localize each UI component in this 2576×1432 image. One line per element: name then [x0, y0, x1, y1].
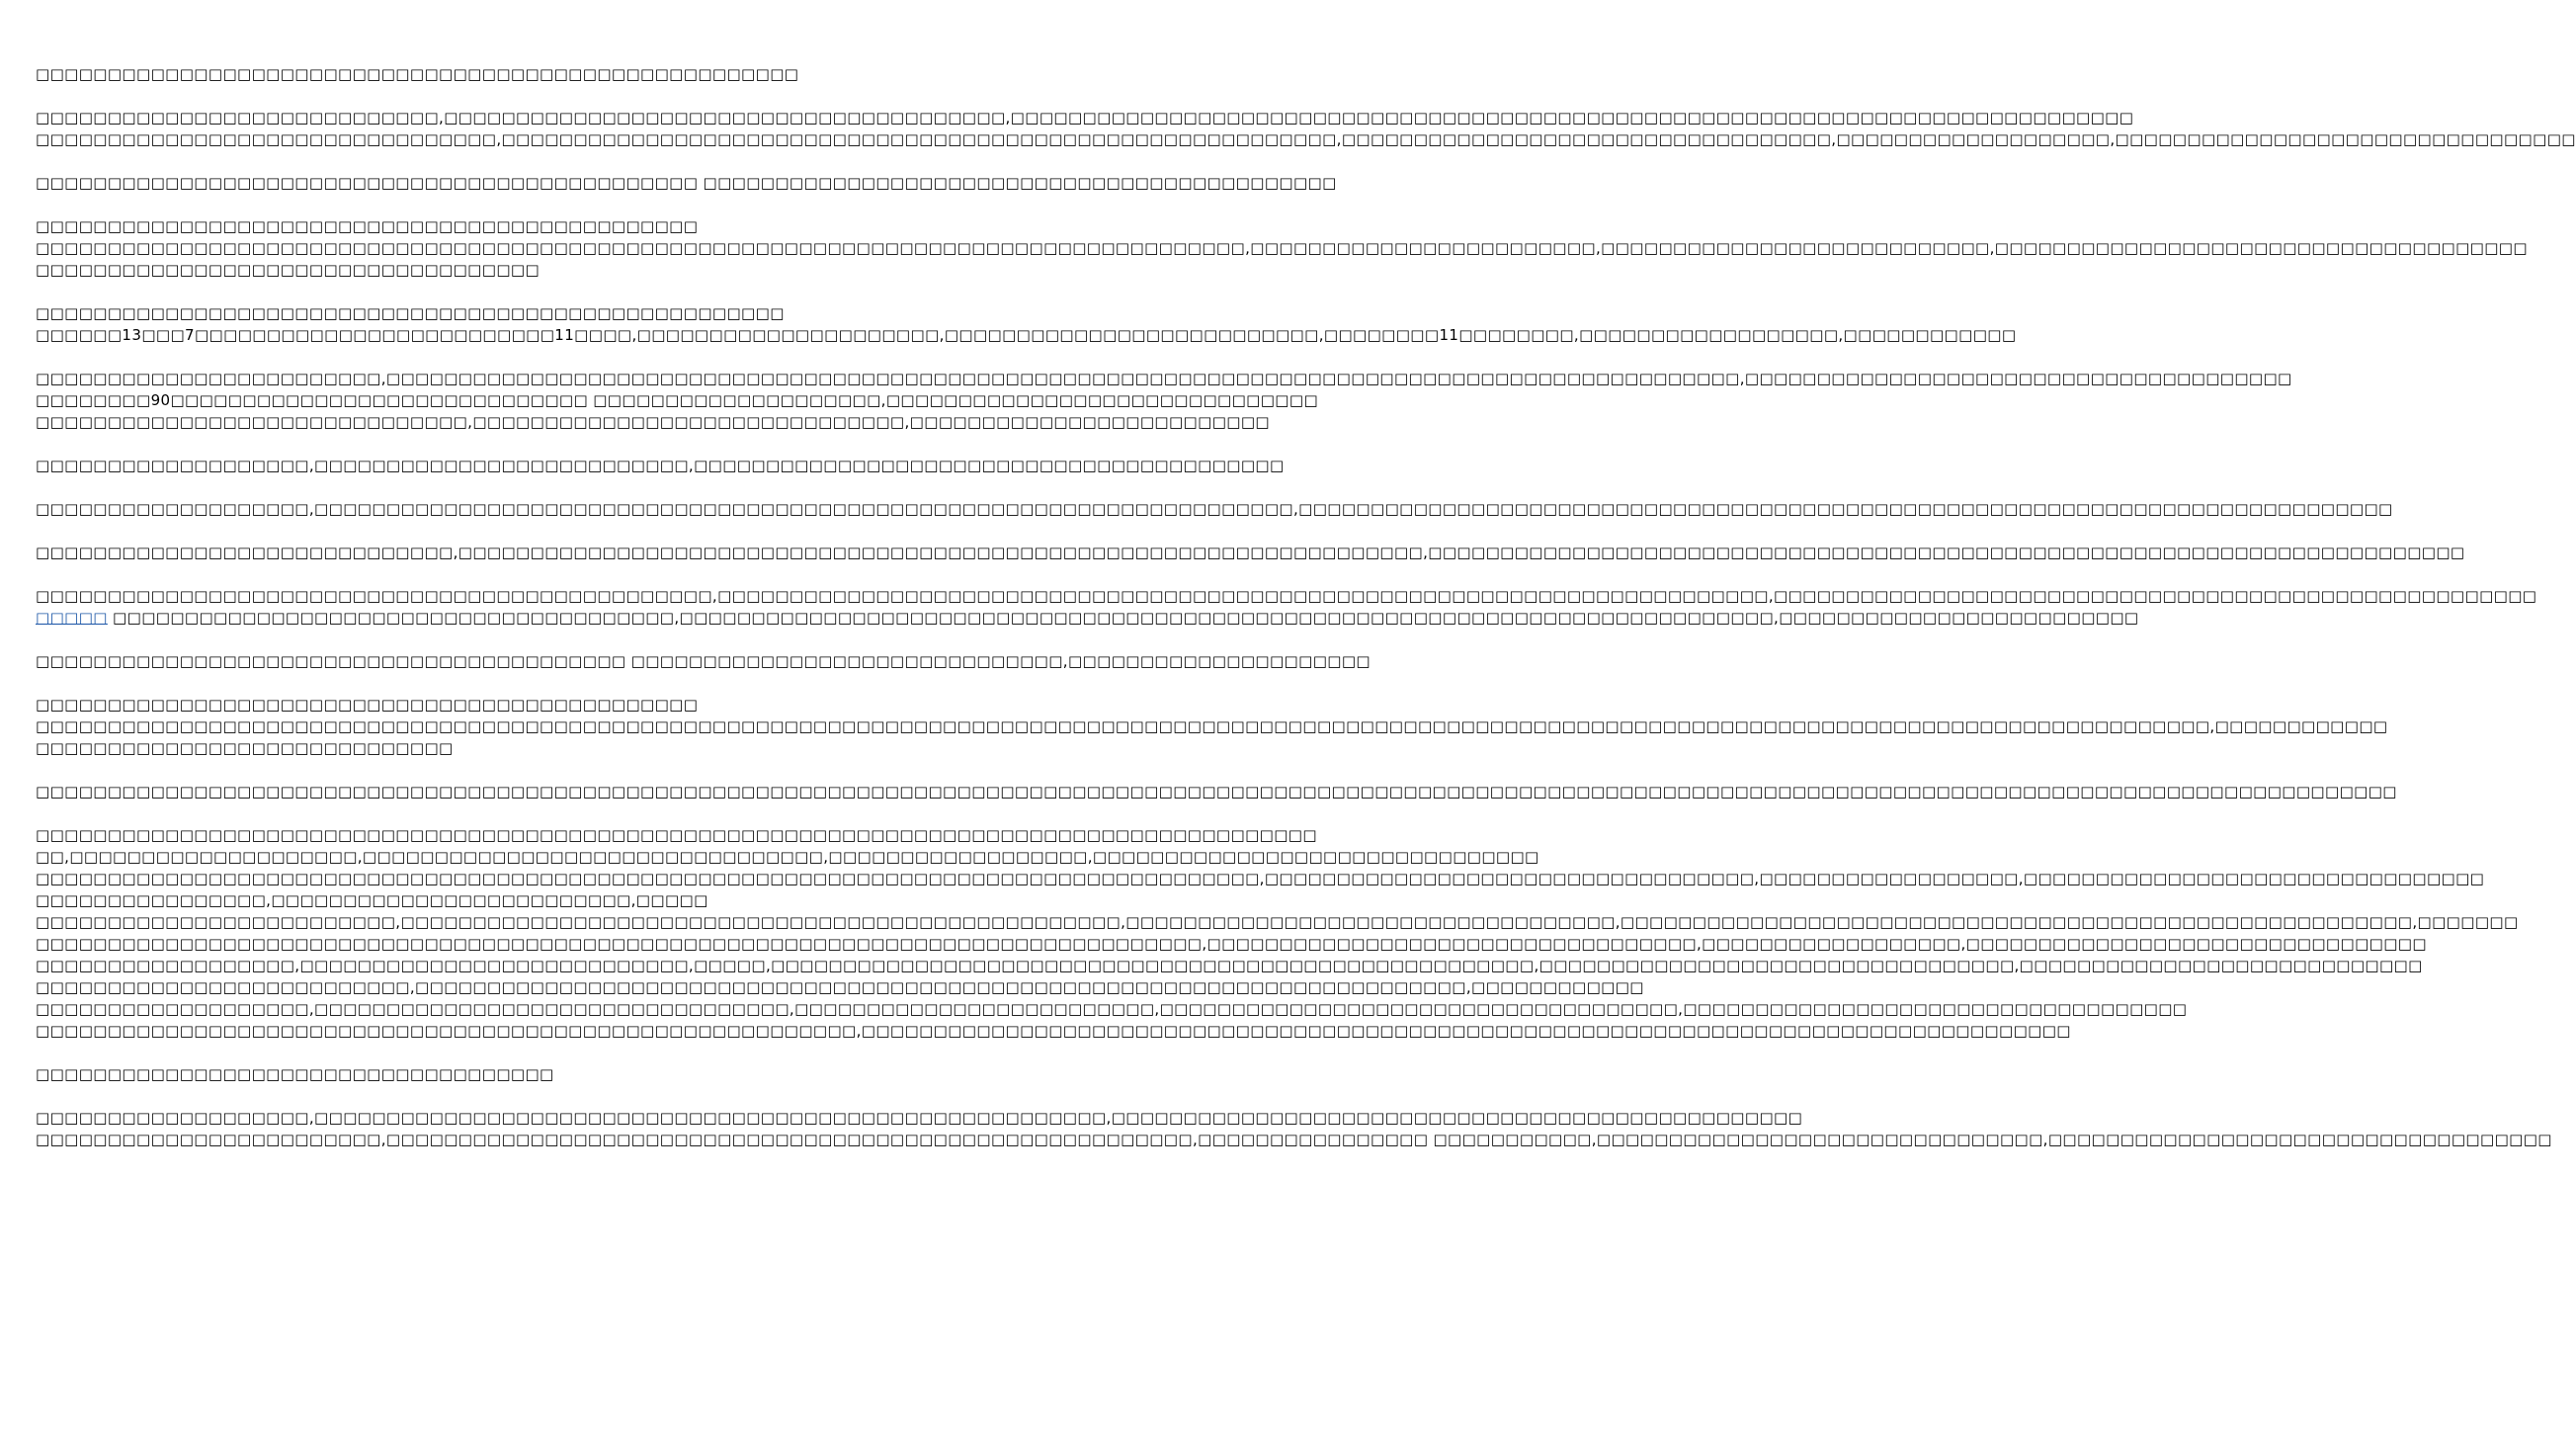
- text-line: □□□□□□□□□□□□□□□□□□□,□□□□□□□□□□□□□□□□□□□□□□□□□□,□□□□□□□□□□□□□□□□□□□□□□□□□□□□□□□□□□□□□□□□□: [36, 457, 1285, 474]
- text-line: □□□□□□□□□□□□□□□□□□□□□□□□□□□□□,□□□□□□□□□□□□□□□□□□□□□□□□□□□□□□□□□□□□□□□□□□□□□□□□□□□□□□□□□□□□□□□□□□□,□□□□□□□□□□□□□□□□□□□□□□□□□□□□□□□□□□□□□□□□□□□□□□□□□□□□□□□□□□□□□□□□□□□□□□□□: [36, 544, 2465, 561]
- text-line: □□□□□□□□□□□□□□□□□□□□□□□□□□□□□□□□□□□□□□□□□□□□□□□□□□□□□□□□□,□□□□□□□□□□□□□□□□□□□□□□□□□□□□□□□□□□□□□□□□□□□□□□□□□□□□□□□□□□□□□□□□□□□□□□□□□□□□□□□□□□□□: [36, 1022, 2071, 1040]
- paragraph: [36, 172, 1337, 194]
- paragraph: [36, 498, 2393, 520]
- text-line: □□□□□□□□□□□□□□□□□□□,□□□□□□□□□□□□□□□□□□□□□□□□□□□□□□□□□□□□□□□□□□□□□□□□□□□□□□□□□□□□□□□□□□□□,□□□□□□□□□□□□□□□□□□□□□□□□□□□□□□□□□□□□□□□□□□□□□□□□□□□□□□□□□□□□□□□□□□□□□□□□□□□□: [36, 500, 2393, 518]
- text-line: □□□□□□□□□□□□□□□□□□□□□□□□□□□□□□□□□□□□□□□□□□□□□□□□□□□□□□□□□□□□□□□□□□□□□□□□□□□□□□□□□□□□□□□□□: [36, 826, 1317, 844]
- text-line: □□□□□□□□□□□□□□□□□□□□□□□□□□,□□□□□□□□□□□□□□□□□□□□□□□□□□□□□□□□□□□□□□□□□□□□□□□□□□□□□□□□□□□□□□□□□□□□□□□□□,□□□□□□□□□□□□: [36, 978, 1644, 996]
- text-line: □□□□□□□□□□□□□□□□□□,□□□□□□□□□□□□□□□□□□□□□□□□□□□,□□□□□,□□□□□□□□□□□□□□□□□□□□□□□□□□□□□□□□□□□□□□□□□□□□□□□□□□□□□,□□□□□□□□□□□□□□□□□□□□□□□□□□□□□□□□□,□□□□□□□□□□□□□□□□□□□□□□□□□□□□: [36, 957, 2423, 974]
- text-line: □□□□□□□□□□□□□□□□□□□□□□□□□□□□□□□□□□□□□□□□□□□□□□□□□□□□□□□□□□□□□□□□□□□□□□□□□□□□□□□□□□□□,□□□□□□□□□□□□□□□□□□□□□□□□,□□□□□□□□□□□□□□□□□□□□□□□□□□□,□□□□□□□□□□□□□□□□□□□□□□□□□□□□□□□□□□□□□: [36, 239, 2528, 257]
- text-line-with-link: [36, 607, 2139, 629]
- text-line: □□□□□□□□□□□□□□□□□□□□□□□□□□□□□□□□□□□□□□□□□□□□□□: [36, 217, 699, 235]
- text-line: □□□□□□□□□□□□□□□□□□□□□□□□□□□□□□□□□□□□□□□□□□□□□□□□□□□□□□□□□□□□□□□□□□□□□□□□□□□□□□□□□□□□□□□□□□□□□□□□□□□□□□□□□□□□□□□□□□□□□□□□□□□□□□□□□□□□□□□□□□□□□□□□□□□□□□□□□□□□□□□□□□□□: [36, 783, 2397, 800]
- text-line: □□□□□□□□□□□□□□□□,□□□□□□□□□□□□□□□□□□□□□□□□□,□□□□□: [36, 891, 708, 909]
- text-line: □□□□□□□□□□□□□□□□□□□□□□□□□□□□□□□□□□□□□□□□□□□□□□□,□□□□□□□□□□□□□□□□□□□□□□□□□□□□□□□□□□□□□□□□□□□□□□□□□□□□□□□□□□□□□□□□□□□□□□□□□,□□□□□□□□□□□□□□□□□□□□□□□□□□□□□□□□□□□□□□□□□□□□□□□□□□□□□: [36, 587, 2537, 605]
- paragraph: [36, 1063, 976, 1085]
- text-line: □□□□□□□□□□□□□□□□□□□□□□□□□□□□□□□□□□□□□□□□□□□□□□□□□□□□□□□□□□□□□□□□□□□□□□□□□□□□□□□□□,□□□□□□□□□□□□□□□□□□□□□□□□□□□□□□□□□□,□□□□□□□□□□□□□□□□□□,□□□□□□□□□□□□□□□□□□□□□□□□□□□□□□□□: [36, 935, 2427, 953]
- text-line: □□□□□□□□□□□□□□□□□□□□□□□□□□□□□□□□□□□: [36, 261, 540, 279]
- document-body: [36, 63, 2576, 1172]
- text-line: □□□□□□□□□□□□□□□□□□□□□□□□□□□□□□□□□□□□□□□□□ □□□□□□□□□□□□□□□□□□□□□□□□□□□□□□,□□□□□□□□□□□□□□□□□□□□□: [36, 652, 1371, 670]
- text-line: □□□□□□□□□□□□□□□□□□□□□□□□,□□□□□□□□□□□□□□□□□□□□□□□□□□□□□□□□□□□□□□□□□□□□□□□□□□□□□□□□□□□□□□□□□□□□□□□□□□□□□□□□□□□□□□□□□□□□□□,□□□□□□□□□□□□□□□□□□□□□□□□□□□□□□□□□□□□□□: [36, 370, 2292, 387]
- text-line: □□□□□□□□90□□□□□□□□□□□□□□□□□□□□□□□□□□□□□ □□□□□□□□□□□□□□□□□□□□,□□□□□□□□□□□□□□□□□□□□□□□□□□□□□□: [36, 391, 1319, 409]
- paragraph: [36, 585, 2537, 629]
- paragraph: [36, 1107, 2552, 1150]
- text-line: □□□□□□□□□□□□□□□□□□□□□□□□□□□□□: [36, 739, 454, 757]
- text-line: □□□□□□□□□□□□□□□□□□□□□□□□□□□□□□,□□□□□□□□□□□□□□□□□□□□□□□□□□□□□□,□□□□□□□□□□□□□□□□□□□□□□□□□: [36, 413, 1270, 431]
- text-line: □□□□□□□□□□□□□□□□□□□□□□□□□□□□□□□□□□□□□□□□□□□□□□□□□□□□: [36, 304, 785, 322]
- paragraph: [36, 63, 976, 85]
- link-line-text: □□□□□□□□□□□□□□□□□□□□□□□□□□□□□□□□□□□□□□□,□□□□□□□□□□□□□□□□□□□□□□□□□□□□□□□□□□□□□□□□□□□□□□□□□□□□□□□□□□□□□□□□□□□□□□□□□□□□,□□□□□□□□□□□□□□□□□□□□□□□□□: [107, 609, 2139, 627]
- paragraph: [36, 215, 2528, 281]
- text-line: □□□□□□□□□□□□□□□□□□□,□□□□□□□□□□□□□□□□□□□□□□□□□□□□□□□□□□□□□□□□□□□□□□□□□□□□□□□,□□□□□□□□□□□□□□□□□□□□□□□□□□□□□□□□□□□□□□□□□□□□□□□□: [36, 1109, 1803, 1127]
- paragraph: [36, 781, 2397, 802]
- paragraph: [36, 542, 2465, 563]
- text-line: □□□□□□□□□□□□□□□□□□□□□□□□□□□□□□□□□□□□□□□□□□□□□□ □□□□□□□□□□□□□□□□□□□□□□□□□□□□□□□□□□□□□□□□□□□□: [36, 174, 1337, 192]
- text-line: □□□□□□□□□□□□□□□□□□□□□□□□□□□□□□□□□□□□□□□□□□□□□□□□□□□□□□□□□□□□□□□□□□□□□□□□□□□□□□□□□□□□□□□□□□□□□□□□□□□□□□□□□□□□□□□□□□□□□□□□□□□□□□□□□□□□□□□□□□□□□□□□□□□□□□□,□□□□□□□□□□□□: [36, 717, 2388, 735]
- text-line: □□□□□□□□□□□□□□□□□□□□□□□□□□□□□□□□□□□□□□□□□□□□□□: [36, 696, 699, 714]
- text-line: □□□□□□□□□□□□□□□□□□□□□□□□□□□□□□□□□□□□□□□□□□□□□□□□□□□□□□□□□□□□□□□□□□□□□□□□□□□□□□□□□□□□□,□□□□□□□□□□□□□□□□□□□□□□□□□□□□□□□□□□,□□□□□□□□□□□□□□□□□□,□□□□□□□□□□□□□□□□□□□□□□□□□□□□□□□□: [36, 870, 2485, 887]
- text-line: □□□□□□□□□□□□□□□□□□□□□□□□□□□□□□□□□□□□: [36, 1065, 554, 1083]
- text-line: □□□□□□□□□□□□□□□□□□□□□□□□□□□□,□□□□□□□□□□□□□□□□□□□□□□□□□□□□□□□□□□□□□□□,□□□□□□□□□□□□□□□□□□□□□□□□□□□□□□□□□□□□□□□□□□□□□□□□□□□□□□□□□□□□□□□□□□□□□□□□□□□□□□: [36, 109, 2134, 126]
- text-line: □□□□□□□□□□□□□□□□□□□,□□□□□□□□□□□□□□□□□□□□□□□□□□□□□□□□□,□□□□□□□□□□□□□□□□□□□□□□□□□,□□□□□□□□□□□□□□□□□□□□□□□□□□□□□□□□□□□□,□□□□□□□□□□□□□□□□□□□□□□□□□□□□□□□□□□□: [36, 1000, 2188, 1018]
- paragraph: [36, 694, 2388, 759]
- paragraph: [36, 302, 2017, 346]
- text-line: □□□□□□□□□□□□□□□□□□□□□□□□□,□□□□□□□□□□□□□□□□□□□□□□□□□□□□□□□□□□□□□□□□□□□□□□□□□□,□□□□□□□□□□□□□□□□□□□□□□□□□□□□□□□□□□,□□□□□□□□□□□□□□□□□□□□□□□□□□□□□□□□□□□□□□□□□□□□□□□□□□□□□□□,□□□□□□□: [36, 913, 2519, 931]
- inline-link[interactable]: □□□□□: [36, 609, 108, 627]
- text-line: □□,□□□□□□□□□□□□□□□□□□□□,□□□□□□□□□□□□□□□□□□□□□□□□□□□□□□□□,□□□□□□□□□□□□□□□□□□,□□□□□□□□□□□□□□□□□□□□□□□□□□□□□□□: [36, 848, 1539, 866]
- text-line: □□□□□□□□□□□□□□□□□□□□□□□□□□□□□□□□,□□□□□□□□□□□□□□□□□□□□□□□□□□□□□□□□□□□□□□□□□□□□□□□□□□□□□□□□□□,□□□□□□□□□□□□□□□□□□□□□□□□□□□□□□□□□□,□□□□□□□□□□□□□□□□□□□,□□□□□□□□□□□□□□□□□□□□□□□□□□□□□□□□: [36, 130, 2576, 148]
- text-line: □□□□□□□□□□□□□□□□□□□□□□□□,□□□□□□□□□□□□□□□□□□□□□□□□□□□□□□□□□□□□□□□□□□□□□□□□□□□□□□□□,□□□□□□□□□□□□□□□□ □□□□□□□□□□□,□□□□□□□□□□□□□□□□□□□□□□□□□□□□□□□,□□□□□□□□□□□□□□□□□□□□□□□□□□□□□□□□□□□: [36, 1131, 2552, 1148]
- paragraph: [36, 107, 2576, 150]
- text-line: □□□□□□13□□□7□□□□□□□□□□□□□□□□□□□□□□□□□11□□□□,□□□□□□□□□□□□□□□□□□□□□,□□□□□□□□□□□□□□□□□□□□□□□□□□,□□□□□□□□11□□□□□□□□,□□□□□□□□□□□□□□□□□□,□□□□□□□□□□□□: [36, 326, 2017, 344]
- text-line: □□□□□□□□□□□□□□□□□□□□□□□□□□□□□□□□□□□□□□□□□□□□□□□□□□□□□: [36, 65, 799, 83]
- paragraph: [36, 824, 2519, 1042]
- paragraph: [36, 650, 1371, 672]
- paragraph: [36, 455, 1285, 476]
- paragraph: [36, 368, 2292, 433]
